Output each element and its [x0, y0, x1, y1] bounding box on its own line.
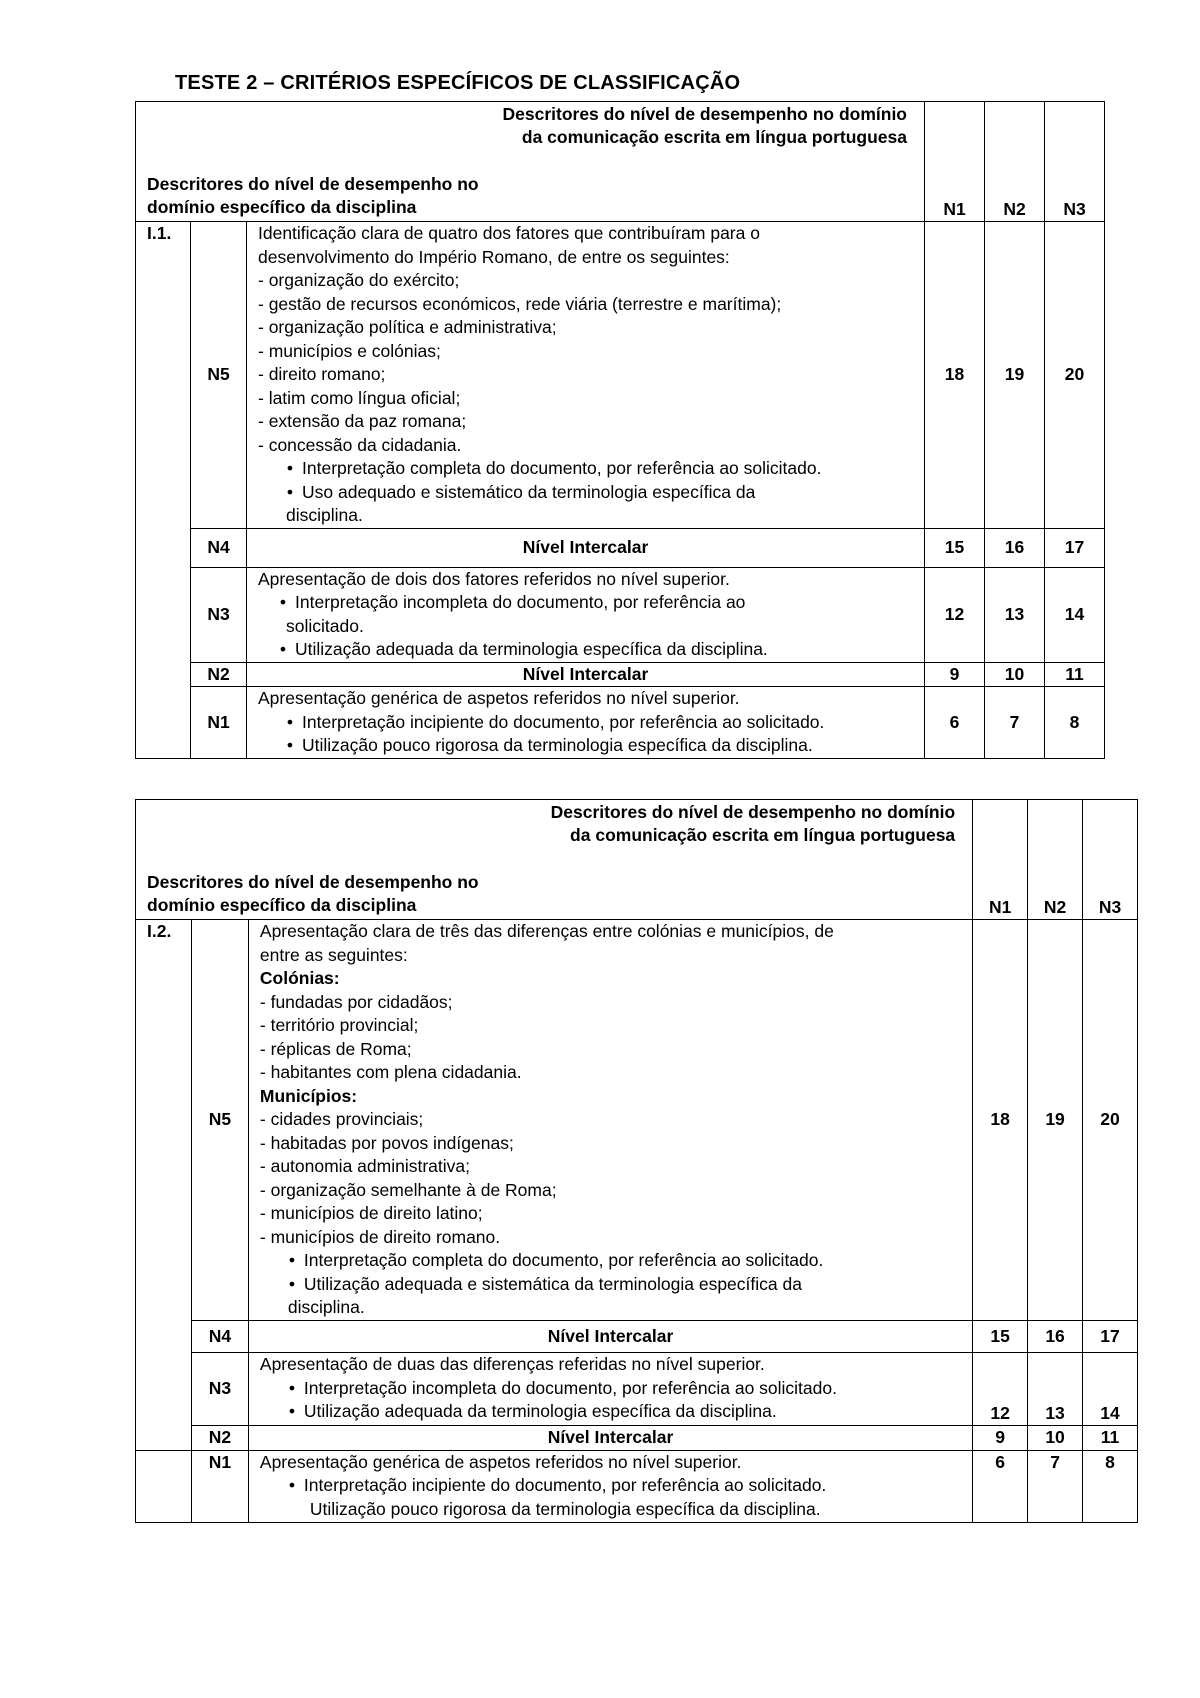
score-n3: 14 [1045, 567, 1105, 662]
criteria-table-2 [135, 799, 1138, 1523]
bullet-text: Interpretação incipiente do documento, por referência ao solicitado. [302, 711, 825, 732]
score-n2: 13 [1028, 1353, 1083, 1426]
list-item: - fundadas por cidadãos; [259, 991, 453, 1012]
bullet-icon: • [288, 1401, 295, 1421]
score-n1: 9 [973, 1426, 1028, 1451]
bullet-icon: • [286, 458, 294, 478]
description-line: entre as seguintes: [259, 944, 408, 965]
bullet-icon: • [286, 735, 294, 755]
score-n2: 16 [985, 528, 1045, 567]
bullet-item [258, 457, 920, 481]
bullet-text-continued: solicitado. [286, 615, 364, 636]
bullet-text: Utilização adequada da terminologia específica da disciplina. [303, 1401, 777, 1421]
table-row-n4 [136, 528, 1105, 567]
list-item: - autonomia administrativa; [259, 1156, 470, 1176]
table-row-n5 [136, 222, 1105, 529]
bullet-item [258, 591, 920, 615]
score-n3: 20 [1045, 222, 1105, 529]
bullet-icon: • [279, 639, 287, 659]
level-label: N1 [191, 1450, 248, 1522]
list-item: - latim como língua oficial; [258, 387, 461, 408]
bullet-item [260, 1273, 968, 1297]
description-line: Apresentação de dois dos fatores referidos no nível superior. [258, 568, 730, 589]
bullet-text: Interpretação completa do documento, por referência ao solicitado. [303, 1250, 824, 1270]
bullet-item [260, 1377, 968, 1401]
score-n1: 18 [973, 920, 1028, 1321]
header-communication-line2: da comunicação escrita em língua portuguesa [570, 825, 956, 845]
list-item: - habitantes com plena cidadania. [259, 1062, 522, 1082]
level-label: N3 [191, 567, 247, 662]
level-label: N2 [191, 1426, 248, 1451]
list-item: - municípios de direito romano. [259, 1226, 501, 1247]
criteria-table-1 [135, 101, 1105, 759]
bullet-text: Interpretação incompleta do documento, por referência ao solicitado. [303, 1377, 837, 1398]
score-n1: 6 [973, 1450, 1028, 1522]
bullet-text: Utilização pouco rigorosa da terminologia específica da disciplina. [302, 735, 813, 755]
score-n3: 17 [1083, 1321, 1138, 1353]
level-description [247, 222, 925, 529]
score-n3: 20 [1083, 920, 1138, 1321]
subheading-municipios: Municípios: [259, 1085, 358, 1106]
score-n1: 18 [925, 222, 985, 529]
header-descriptors [136, 102, 925, 222]
list-item: - cidades provinciais; [259, 1109, 424, 1129]
question-cell-empty [136, 1450, 192, 1522]
score-n3: 17 [1045, 528, 1105, 567]
list-item: - organização semelhante à de Roma; [259, 1179, 557, 1200]
bullet-icon: • [288, 1377, 295, 1398]
table-row-n5 [136, 920, 1138, 1321]
header-n3: N3 [1083, 800, 1138, 920]
score-n3: 14 [1083, 1353, 1138, 1426]
list-item: - concessão da cidadania. [258, 434, 462, 455]
bullet-text: Interpretação incipiente do documento, por referência ao solicitado. [303, 1475, 827, 1495]
score-n2: 16 [1028, 1321, 1083, 1353]
intermediate-level-text: Nível Intercalar [247, 662, 925, 687]
bullet-item [260, 1474, 968, 1498]
list-item: - gestão de recursos económicos, rede viária (terrestre e marítima); [258, 293, 782, 314]
header-n3: N3 [1045, 102, 1105, 222]
header-n1: N1 [973, 800, 1028, 920]
list-item: - municípios de direito latino; [259, 1203, 483, 1223]
table-row-n2 [136, 662, 1105, 687]
score-n1: 12 [973, 1353, 1028, 1426]
level-label: N5 [191, 222, 247, 529]
list-item: - municípios e colónias; [258, 340, 441, 361]
intermediate-level-text: Nível Intercalar [248, 1426, 972, 1451]
score-n3: 8 [1083, 1450, 1138, 1522]
header-n2: N2 [1028, 800, 1083, 920]
description-line: desenvolvimento do Império Romano, de entre os seguintes: [258, 246, 730, 267]
score-n2: 7 [1028, 1450, 1083, 1522]
level-description [248, 920, 972, 1321]
list-item: - direito romano; [258, 364, 386, 384]
level-label: N2 [191, 662, 247, 687]
header-communication-line1: Descritores do nível de desempenho no domínio [502, 104, 908, 124]
description-line: Apresentação de duas das diferenças referidas no nível superior. [259, 1354, 765, 1374]
description-line: Apresentação genérica de aspetos referidos no nível superior. [259, 1451, 742, 1472]
score-n3: 11 [1045, 662, 1105, 687]
header-domain-line1: Descritores do nível de desempenho no [147, 872, 479, 892]
level-label: N5 [191, 920, 248, 1321]
table-row-n3 [136, 567, 1105, 662]
list-item: - habitadas por povos indígenas; [259, 1132, 514, 1153]
table-header-row [136, 102, 1105, 222]
bullet-item [260, 1400, 968, 1424]
description-line: Apresentação genérica de aspetos referidos no nível superior. [258, 688, 740, 708]
bullet-text: Utilização adequada da terminologia específica da disciplina. [295, 639, 768, 659]
description-line: Identificação clara de quatro dos fatores que contribuíram para o [258, 223, 760, 243]
bullet-item [260, 1249, 968, 1273]
bullet-text: Uso adequado e sistemático da terminologia específica da [302, 481, 756, 502]
level-description [247, 687, 925, 759]
bullet-text-continued: disciplina. [286, 505, 363, 525]
level-label: N4 [191, 1321, 248, 1353]
bullet-icon: • [288, 1250, 295, 1270]
level-description [248, 1353, 972, 1426]
header-domain-line1: Descritores do nível de desempenho no [147, 174, 479, 194]
bullet-text: Utilização adequada e sistemática da terminologia específica da [303, 1273, 802, 1294]
level-description [247, 567, 925, 662]
bullet-item [258, 481, 920, 505]
bullet-icon: • [288, 1475, 295, 1495]
bullet-item [258, 638, 920, 662]
question-number: I.2. [136, 920, 192, 1451]
description-line: Apresentação clara de três das diferenças entre colónias e municípios, de [259, 921, 834, 941]
score-n2: 13 [985, 567, 1045, 662]
list-item: - extensão da paz romana; [258, 411, 467, 431]
level-label: N3 [191, 1353, 248, 1426]
score-n2: 7 [985, 687, 1045, 759]
list-item: - organização do exército; [258, 270, 460, 290]
score-n1: 6 [925, 687, 985, 759]
description-line: Utilização pouco rigorosa da terminologia específica da disciplina. [309, 1498, 821, 1519]
list-item: - organização política e administrativa; [258, 317, 557, 337]
bullet-text: Interpretação completa do documento, por referência ao solicitado. [302, 458, 822, 478]
bullet-text: Interpretação incompleta do documento, por referência ao [295, 592, 746, 612]
table-row-n2 [136, 1426, 1138, 1451]
header-n2: N2 [985, 102, 1045, 222]
score-n2: 10 [985, 662, 1045, 687]
score-n2: 19 [1028, 920, 1083, 1321]
score-n2: 19 [985, 222, 1045, 529]
page-title: TESTE 2 – CRITÉRIOS ESPECÍFICOS DE CLASSIFICAÇÃO [175, 72, 741, 94]
question-number: I.1. [136, 222, 191, 759]
bullet-item [258, 734, 920, 758]
bullet-icon: • [279, 592, 287, 612]
bullet-item [258, 711, 920, 735]
score-n2: 10 [1028, 1426, 1083, 1451]
table-row-n1 [136, 1450, 1138, 1522]
score-n1: 12 [925, 567, 985, 662]
intermediate-level-text: Nível Intercalar [248, 1321, 972, 1353]
table-header-row [136, 800, 1138, 920]
header-communication-line2: da comunicação escrita em língua portuguesa [521, 127, 908, 147]
list-item: - réplicas de Roma; [259, 1038, 412, 1059]
bullet-text-continued: disciplina. [287, 1297, 365, 1317]
table-row-n4 [136, 1321, 1138, 1353]
table-row-n1 [136, 687, 1105, 759]
bullet-icon: • [286, 711, 294, 732]
level-label: N4 [191, 528, 247, 567]
subheading-colonias: Colónias: [259, 968, 340, 988]
bullet-icon: • [286, 481, 294, 502]
score-n3: 8 [1045, 687, 1105, 759]
score-n3: 11 [1083, 1426, 1138, 1451]
level-description [248, 1450, 972, 1522]
intermediate-level-text: Nível Intercalar [247, 528, 925, 567]
header-domain-line2: domínio específico da disciplina [147, 895, 417, 915]
header-communication-line1: Descritores do nível de desempenho no domínio [550, 802, 956, 822]
bullet-icon: • [288, 1273, 295, 1294]
list-item: - território provincial; [259, 1015, 419, 1035]
score-n1: 15 [925, 528, 985, 567]
score-n1: 15 [973, 1321, 1028, 1353]
score-n1: 9 [925, 662, 985, 687]
header-n1: N1 [925, 102, 985, 222]
header-descriptors [136, 800, 973, 920]
header-domain-line2: domínio específico da disciplina [147, 197, 417, 217]
table-row-n3 [136, 1353, 1138, 1426]
level-label: N1 [191, 687, 247, 759]
